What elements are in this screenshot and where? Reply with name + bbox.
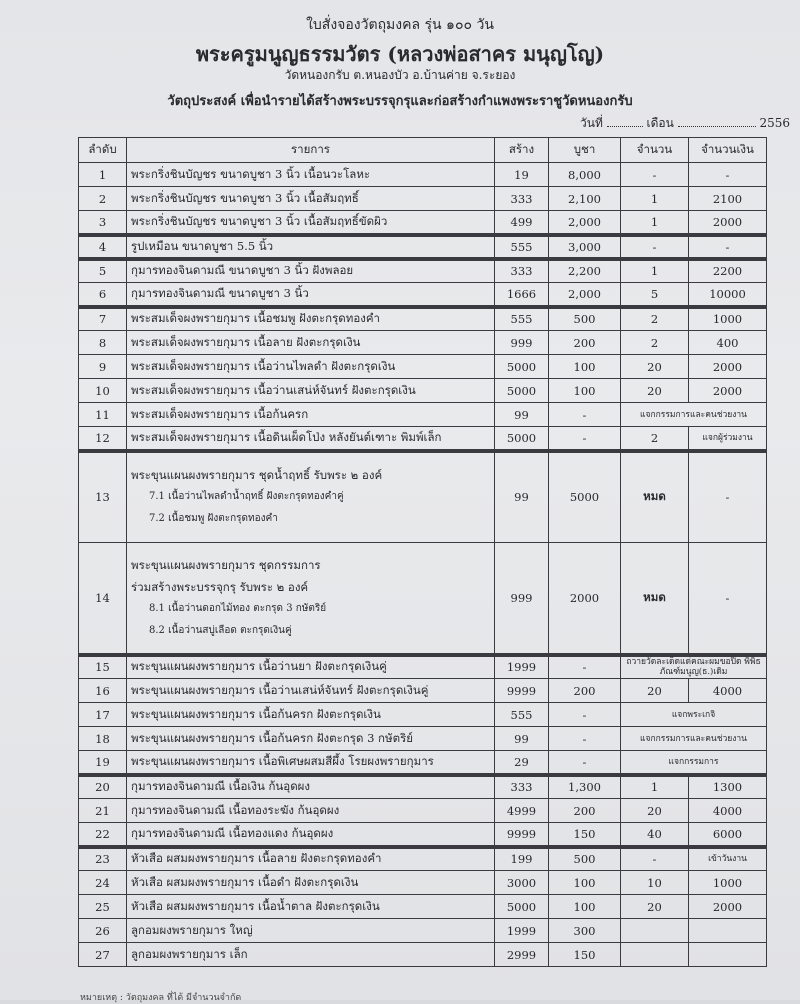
price: 100 bbox=[549, 895, 621, 919]
order-qty[interactable]: 10 bbox=[621, 871, 689, 895]
made-count: 2999 bbox=[495, 943, 549, 967]
made-count: 5000 bbox=[495, 427, 549, 451]
col-header-price: บูชา bbox=[549, 138, 621, 163]
row-number: 22 bbox=[79, 823, 127, 847]
price: 8,000 bbox=[549, 163, 621, 187]
order-amount[interactable]: - bbox=[689, 235, 767, 259]
item-description: พระขุนแผนผงพรายกุมาร เนื้อก้นครก ฝังตะกรุด 3 กษัตริย์ bbox=[127, 727, 495, 751]
item-description-line: พระขุนแผนผงพรายกุมาร ชุดกรรมการ bbox=[131, 557, 321, 572]
price: 100 bbox=[549, 355, 621, 379]
item-description: พระกริ่งชินบัญชร ขนาดบูชา 3 นิ้ว เนื้อนวะโลหะ bbox=[127, 163, 495, 187]
row-number: 16 bbox=[79, 679, 127, 703]
month-blank[interactable] bbox=[678, 116, 756, 127]
row-number: 17 bbox=[79, 703, 127, 727]
price: 200 bbox=[549, 679, 621, 703]
purpose-line: วัตถุประสงค์ เพื่อนำรายได้สร้างพระบรรจุกรุและก่อสร้างกำแพงพระราชูวัดหนองกรับ bbox=[167, 94, 633, 109]
item-description: พระสมเด็จผงพรายกุมาร เนื้อลาย ฝังตะกรุดเงิน bbox=[127, 331, 495, 355]
price: 500 bbox=[549, 847, 621, 871]
row-number: 15 bbox=[79, 655, 127, 679]
made-count: 199 bbox=[495, 847, 549, 871]
col-header-no: ลำดับ bbox=[79, 138, 127, 163]
order-amount[interactable]: เข้าวันงาน bbox=[689, 847, 767, 871]
table-row bbox=[79, 943, 767, 967]
order-amount[interactable]: - bbox=[689, 451, 767, 543]
item-description-line: พระขุนแผนผงพรายกุมาร ชุดน้ำฤทธิ์ รับพระ ๒ องค์ bbox=[131, 468, 383, 483]
row-number: 6 bbox=[79, 283, 127, 307]
made-count: 333 bbox=[495, 259, 549, 283]
order-amount[interactable]: แจกผู้ร่วมงาน bbox=[689, 427, 767, 451]
made-count: 19 bbox=[495, 163, 549, 187]
table-row bbox=[79, 543, 767, 655]
order-qty[interactable]: หมด bbox=[621, 543, 689, 655]
price: - bbox=[549, 751, 621, 775]
item-description: พระกริ่งชินบัญชร ขนาดบูชา 3 นิ้ว เนื้อสัมฤทธิ์ bbox=[127, 187, 495, 211]
table-header-row bbox=[79, 138, 767, 163]
order-qty[interactable]: 20 bbox=[621, 895, 689, 919]
price: 5000 bbox=[549, 451, 621, 543]
order-qty[interactable]: 20 bbox=[621, 355, 689, 379]
row-number: 23 bbox=[79, 847, 127, 871]
row-number: 14 bbox=[79, 543, 127, 655]
price: - bbox=[549, 703, 621, 727]
table-row bbox=[79, 823, 767, 847]
remark-note: แจกกรรมการ bbox=[621, 751, 767, 775]
order-amount[interactable]: 2000 bbox=[689, 895, 767, 919]
remark-note: แจกพระเกจิ bbox=[621, 703, 767, 727]
order-qty[interactable]: 1 bbox=[621, 187, 689, 211]
order-qty[interactable] bbox=[621, 919, 689, 943]
item-description: รูปเหมือน ขนาดบูชา 5.5 นิ้ว bbox=[127, 235, 495, 259]
item-description: พระขุนแผนผงพรายกุมาร เนื้อก้นครก ฝังตะกรุดเงิน bbox=[127, 703, 495, 727]
order-amount[interactable]: 2000 bbox=[689, 355, 767, 379]
item-description: พระสมเด็จผงพรายกุมาร เนื้อก้นครก bbox=[127, 403, 495, 427]
table-row bbox=[79, 163, 767, 187]
table-row bbox=[79, 871, 767, 895]
made-count: 555 bbox=[495, 703, 549, 727]
item-description: พระกริ่งชินบัญชร ขนาดบูชา 3 นิ้ว เนื้อสัมฤทธิ์ขัดผิว bbox=[127, 211, 495, 235]
row-number: 13 bbox=[79, 451, 127, 543]
table-row bbox=[79, 211, 767, 235]
table-row bbox=[79, 187, 767, 211]
item-description: พระสมเด็จผงพรายกุมาร เนื้อดินเผ็ดโป่ง หลังยันต์เฑาะ พิมพ์เล็ก bbox=[127, 427, 495, 451]
order-amount[interactable]: 2100 bbox=[689, 187, 767, 211]
made-count: 5000 bbox=[495, 355, 549, 379]
order-qty[interactable]: 1 bbox=[621, 775, 689, 799]
sub-item: 8.2 เนื้อว่านสบู่เลือด ตะกรุดเงินคู่ bbox=[149, 624, 292, 636]
item-description: กุมารทองจินดามณี เนื้อเงิน ก้นอุดผง bbox=[127, 775, 495, 799]
sub-item: 7.2 เนื้อชมพู ฝังตะกรุดทองคำ bbox=[149, 513, 278, 525]
made-count: 9999 bbox=[495, 823, 549, 847]
row-number: 21 bbox=[79, 799, 127, 823]
price: - bbox=[549, 727, 621, 751]
form-subtitle: ใบสั่งจองวัตถุมงคล รุ่น ๑๐๐ วัน bbox=[306, 17, 494, 33]
row-number: 27 bbox=[79, 943, 127, 967]
table-row bbox=[79, 727, 767, 751]
table-row bbox=[79, 403, 767, 427]
table-row bbox=[79, 331, 767, 355]
remark-note: แจกกรรมการและคนช่วยงาน bbox=[621, 403, 767, 427]
row-number: 24 bbox=[79, 871, 127, 895]
table-row bbox=[79, 919, 767, 943]
order-amount[interactable]: 4000 bbox=[689, 799, 767, 823]
made-count: 333 bbox=[495, 775, 549, 799]
table-row bbox=[79, 235, 767, 259]
price: 3,000 bbox=[549, 235, 621, 259]
table-row bbox=[79, 799, 767, 823]
made-count: 555 bbox=[495, 235, 549, 259]
item-description bbox=[127, 543, 495, 655]
temple-address: วัดหนองกรับ ต.หนองบัว อ.บ้านค่าย จ.ระยอง bbox=[284, 68, 516, 82]
item-description: พระสมเด็จผงพรายกุมาร เนื้อชมพู ฝังตะกรุดทองคำ bbox=[127, 307, 495, 331]
order-qty[interactable]: 2 bbox=[621, 307, 689, 331]
row-number: 18 bbox=[79, 727, 127, 751]
order-qty[interactable]: 2 bbox=[621, 331, 689, 355]
price: 2,100 bbox=[549, 187, 621, 211]
price: 200 bbox=[549, 799, 621, 823]
row-number: 11 bbox=[79, 403, 127, 427]
item-description: กุมารทองจินดามณี เนื้อทองระฆัง ก้นอุดผง bbox=[127, 799, 495, 823]
order-amount[interactable]: 4000 bbox=[689, 679, 767, 703]
order-table bbox=[78, 137, 767, 967]
table-row bbox=[79, 679, 767, 703]
order-amount[interactable]: 2000 bbox=[689, 379, 767, 403]
row-number: 20 bbox=[79, 775, 127, 799]
order-qty[interactable]: - bbox=[621, 847, 689, 871]
price: 200 bbox=[549, 331, 621, 355]
made-count: 1666 bbox=[495, 283, 549, 307]
price: 500 bbox=[549, 307, 621, 331]
made-count: 4999 bbox=[495, 799, 549, 823]
made-count: 5000 bbox=[495, 379, 549, 403]
item-description: ลูกอมผงพรายกุมาร ใหญ่ bbox=[127, 919, 495, 943]
order-qty[interactable]: 2 bbox=[621, 427, 689, 451]
order-qty[interactable]: - bbox=[621, 235, 689, 259]
item-description: หัวเสือ ผสมผงพรายกุมาร เนื้อน้ำตาล ฝังตะกรุดเงิน bbox=[127, 895, 495, 919]
row-number: 2 bbox=[79, 187, 127, 211]
date-label: วันที่ bbox=[580, 116, 603, 130]
table-row bbox=[79, 703, 767, 727]
price: - bbox=[549, 427, 621, 451]
row-number: 12 bbox=[79, 427, 127, 451]
item-description: กุมารทองจินดามณี ขนาดบูชา 3 นิ้ว bbox=[127, 283, 495, 307]
table-row bbox=[79, 655, 767, 679]
order-qty[interactable]: หมด bbox=[621, 451, 689, 543]
sub-item: 8.1 เนื้อว่านดอกไม้ทอง ตะกรุด 3 กษัตริย์ bbox=[149, 602, 327, 614]
col-header-amount: จำนวนเงิน bbox=[689, 138, 767, 163]
table-row bbox=[79, 451, 767, 543]
price: 2,000 bbox=[549, 211, 621, 235]
table-row bbox=[79, 379, 767, 403]
row-number: 9 bbox=[79, 355, 127, 379]
order-qty[interactable]: - bbox=[621, 163, 689, 187]
order-qty[interactable] bbox=[621, 943, 689, 967]
made-count: 99 bbox=[495, 451, 549, 543]
made-count: 333 bbox=[495, 187, 549, 211]
table-row bbox=[79, 895, 767, 919]
order-amount[interactable]: 400 bbox=[689, 331, 767, 355]
date-line bbox=[580, 114, 790, 133]
order-amount[interactable]: - bbox=[689, 543, 767, 655]
order-amount[interactable]: 1000 bbox=[689, 307, 767, 331]
table-row bbox=[79, 259, 767, 283]
item-description: พระขุนแผนผงพรายกุมาร เนื้อว่านเสน่ห์จันทร์ ฝังตะกรุดเงินคู่ bbox=[127, 679, 495, 703]
item-description: พระสมเด็จผงพรายกุมาร เนื้อว่านเสน่ห์จันทร์ ฝังตะกรุดเงิน bbox=[127, 379, 495, 403]
price: - bbox=[549, 655, 621, 679]
page-title: พระครูมนูญธรรมวัตร (หลวงพ่อสาคร มนุญโญ) bbox=[195, 42, 605, 66]
order-amount[interactable] bbox=[689, 919, 767, 943]
item-description: กุมารทองจินดามณี ขนาดบูชา 3 นิ้ว ฝังพลอย bbox=[127, 259, 495, 283]
year-value: 2556 bbox=[759, 116, 791, 130]
made-count: 9999 bbox=[495, 679, 549, 703]
price: 2,200 bbox=[549, 259, 621, 283]
order-qty[interactable]: 20 bbox=[621, 799, 689, 823]
order-qty[interactable]: 20 bbox=[621, 679, 689, 703]
item-description: กุมารทองจินดามณี เนื้อทองแดง ก้นอุดผง bbox=[127, 823, 495, 847]
price: 150 bbox=[549, 823, 621, 847]
order-amount[interactable]: 2200 bbox=[689, 259, 767, 283]
table-row bbox=[79, 283, 767, 307]
order-amount[interactable]: 2000 bbox=[689, 211, 767, 235]
order-amount[interactable]: 10000 bbox=[689, 283, 767, 307]
order-qty[interactable]: 1 bbox=[621, 211, 689, 235]
order-qty[interactable]: 1 bbox=[621, 259, 689, 283]
row-number: 5 bbox=[79, 259, 127, 283]
order-amount[interactable]: 6000 bbox=[689, 823, 767, 847]
made-count: 1999 bbox=[495, 919, 549, 943]
item-description: พระขุนแผนผงพรายกุมาร เนื้อว่านยา ฝังตะกรุดเงินคู่ bbox=[127, 655, 495, 679]
item-description: หัวเสือ ผสมผงพรายกุมาร เนื้อลาย ฝังตะกรุดทองคำ bbox=[127, 847, 495, 871]
row-number: 8 bbox=[79, 331, 127, 355]
price: 2,000 bbox=[549, 283, 621, 307]
table-row bbox=[79, 427, 767, 451]
made-count: 29 bbox=[495, 751, 549, 775]
date-blank[interactable] bbox=[607, 116, 643, 127]
item-description: พระขุนแผนผงพรายกุมาร เนื้อพิเศษผสมสีผึ้ง โรยผงพรายกุมาร bbox=[127, 751, 495, 775]
row-number: 25 bbox=[79, 895, 127, 919]
table-row bbox=[79, 847, 767, 871]
row-number: 19 bbox=[79, 751, 127, 775]
remark-note: แจกกรรมการและคนช่วยงาน bbox=[621, 727, 767, 751]
order-qty[interactable]: 20 bbox=[621, 379, 689, 403]
price: 100 bbox=[549, 379, 621, 403]
order-amount[interactable]: 1000 bbox=[689, 871, 767, 895]
item-description: พระสมเด็จผงพรายกุมาร เนื้อว่านไพลดำ ฝังตะกรุดเงิน bbox=[127, 355, 495, 379]
made-count: 99 bbox=[495, 403, 549, 427]
price: - bbox=[549, 403, 621, 427]
made-count: 99 bbox=[495, 727, 549, 751]
price: 150 bbox=[549, 943, 621, 967]
price: 2000 bbox=[549, 543, 621, 655]
row-number: 3 bbox=[79, 211, 127, 235]
made-count: 1999 bbox=[495, 655, 549, 679]
table-row bbox=[79, 751, 767, 775]
row-number: 7 bbox=[79, 307, 127, 331]
row-number: 4 bbox=[79, 235, 127, 259]
col-header-item: รายการ bbox=[127, 138, 495, 163]
item-description: ลูกอมผงพรายกุมาร เล็ก bbox=[127, 943, 495, 967]
made-count: 499 bbox=[495, 211, 549, 235]
made-count: 999 bbox=[495, 331, 549, 355]
price: 100 bbox=[549, 871, 621, 895]
table-row bbox=[79, 775, 767, 799]
table-row bbox=[79, 307, 767, 331]
order-qty[interactable]: 40 bbox=[621, 823, 689, 847]
made-count: 999 bbox=[495, 543, 549, 655]
order-amount[interactable]: - bbox=[689, 163, 767, 187]
sub-item: 7.1 เนื้อว่านไพลดำน้ำฤทธิ์ ฝังตะกรุดทองคำคู่ bbox=[149, 491, 344, 503]
price: 1,300 bbox=[549, 775, 621, 799]
order-amount[interactable] bbox=[689, 943, 767, 967]
made-count: 3000 bbox=[495, 871, 549, 895]
row-number: 1 bbox=[79, 163, 127, 187]
remark-note: ถวายวัดละเด็ดแด่คณะผมขอปิด พิพิธภัณฑ์มนูญ(ธ.)เดิม bbox=[621, 655, 767, 679]
made-count: 5000 bbox=[495, 895, 549, 919]
item-description-line: ร่วมสร้างพระบรรจุกรุ รับพระ ๒ องค์ bbox=[131, 579, 309, 594]
row-number: 26 bbox=[79, 919, 127, 943]
col-header-made: สร้าง bbox=[495, 138, 549, 163]
item-description bbox=[127, 451, 495, 543]
footer-note: หมายเหตุ : วัตถุมงคล ที่ได้ มีจำนวนจำกัด bbox=[80, 993, 242, 1003]
col-header-qty: จำนวน bbox=[621, 138, 689, 163]
table-row bbox=[79, 355, 767, 379]
row-number: 10 bbox=[79, 379, 127, 403]
order-qty[interactable]: 5 bbox=[621, 283, 689, 307]
price: 300 bbox=[549, 919, 621, 943]
made-count: 555 bbox=[495, 307, 549, 331]
order-amount[interactable]: 1300 bbox=[689, 775, 767, 799]
month-label: เดือน bbox=[646, 116, 674, 130]
item-description: หัวเสือ ผสมผงพรายกุมาร เนื้อดำ ฝังตะกรุดเงิน bbox=[127, 871, 495, 895]
